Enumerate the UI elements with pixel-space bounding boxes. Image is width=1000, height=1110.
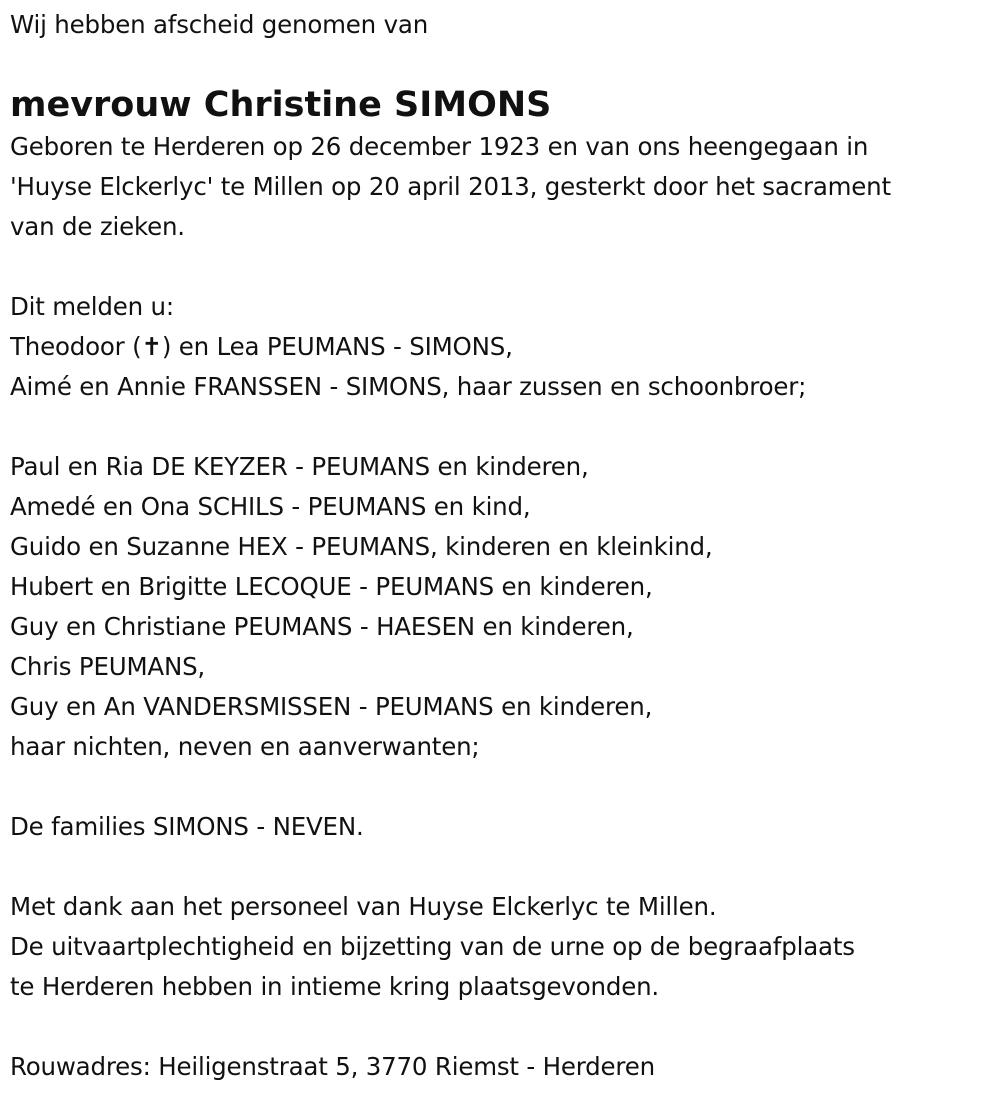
relative-line: Chris PEUMANS, [10,652,206,681]
intro-text: Wij hebben afscheid genomen van [10,10,429,39]
closing-line: De uitvaartplechtigheid en bijzetting van de urne op de begraafplaats [10,932,855,961]
mourning-address: Rouwadres: Heiligenstraat 5, 3770 Riemst - Herderen [10,1052,655,1081]
sibling-line: Aimé en Annie FRANSSEN - SIMONS, haar zussen en schoonbroer; [10,372,807,401]
sibling-line: Theodoor (✝) en Lea PEUMANS - SIMONS, [10,332,513,361]
relative-line: Amedé en Ona SCHILS - PEUMANS en kind, [10,492,531,521]
families-line: De families SIMONS - NEVEN. [10,812,364,841]
relatives-paragraph [10,447,995,767]
birth-line: 'Huyse Elckerlyc' te Millen op 20 april 2013, gesterkt door het sacrament [10,172,891,201]
death-notice [10,0,995,1087]
relative-line: Paul en Ria DE KEYZER - PEUMANS en kinderen, [10,452,589,481]
closing-line: Met dank aan het personeel van Huyse Elckerlyc te Millen. [10,892,717,921]
relative-line: Guido en Suzanne HEX - PEUMANS, kinderen en kleinkind, [10,532,713,561]
closing-paragraph [10,887,995,1007]
closing-line: te Herderen hebben in intieme kring plaatsgevonden. [10,972,659,1001]
deceased-name: mevrouw Christine SIMONS [10,85,552,125]
birth-paragraph [10,127,995,247]
birth-line: Geboren te Herderen op 26 december 1923 en van ons heengegaan in [10,132,869,161]
relative-line: Hubert en Brigitte LECOQUE - PEUMANS en kinderen, [10,572,653,601]
announced-by: Dit melden u: [10,292,174,321]
siblings-paragraph [10,287,995,407]
relative-line: Guy en Christiane PEUMANS - HAESEN en kinderen, [10,612,634,641]
birth-line: van de zieken. [10,212,185,241]
relative-line: haar nichten, neven en aanverwanten; [10,732,480,761]
relative-line: Guy en An VANDERSMISSEN - PEUMANS en kinderen, [10,692,653,721]
